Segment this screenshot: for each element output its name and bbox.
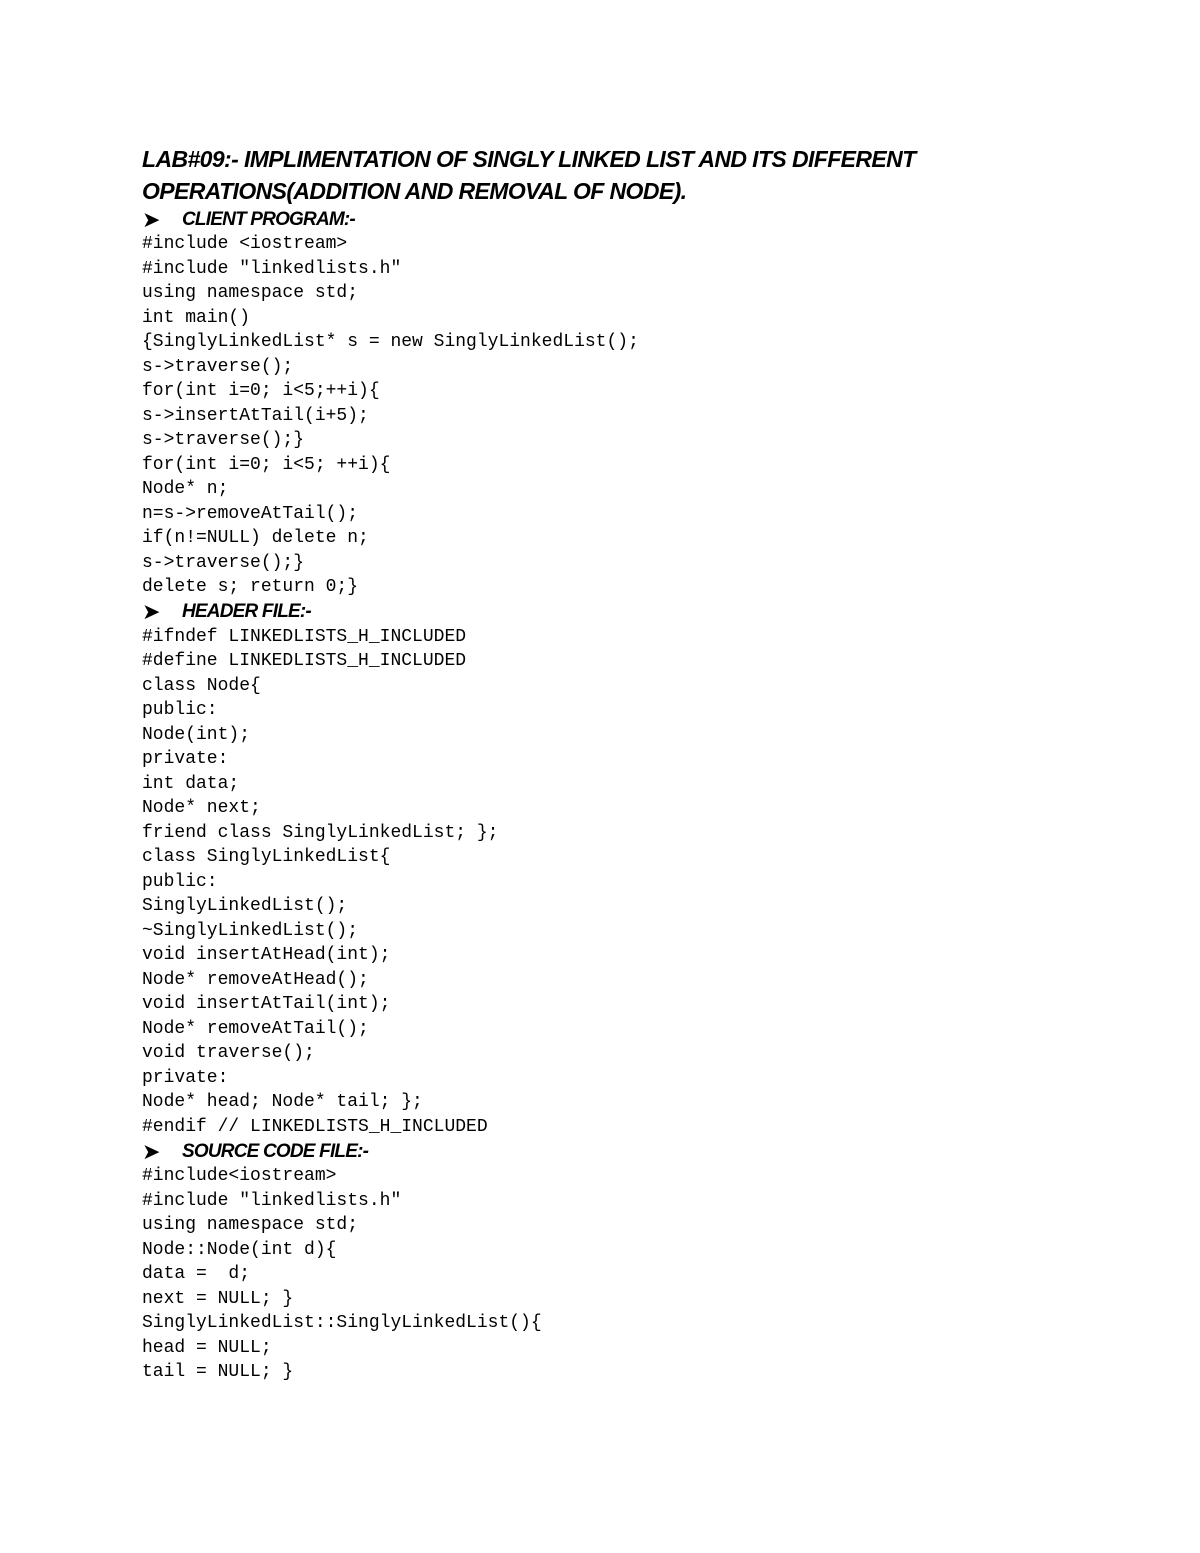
- code-line: tail = NULL; }: [142, 1362, 294, 1382]
- code-line: int data;: [142, 773, 240, 794]
- code-line: private:: [142, 1067, 229, 1088]
- code-line: #include <iostream>: [142, 234, 348, 254]
- code-line: Node* n;: [142, 479, 229, 499]
- code-line: using namespace std;: [142, 283, 359, 303]
- code-line: head = NULL;: [142, 1337, 272, 1358]
- code-sections: [142, 207, 1102, 1385]
- code-line: SinglyLinkedList::SinglyLinkedList(){: [142, 1313, 542, 1333]
- code-line: s->traverse();}: [142, 430, 305, 450]
- section-heading: [142, 600, 1102, 625]
- code-line: class Node{: [142, 675, 261, 696]
- code-line: Node(int);: [142, 724, 251, 745]
- code-line: using namespace std;: [142, 1215, 359, 1235]
- code-line: Node::Node(int d){: [142, 1239, 337, 1260]
- title-line-1: LAB#09:- IMPLIMENTATION OF SINGLY LINKED LIST AND ITS DIFFERENT: [142, 146, 916, 172]
- code-line: s->insertAtTail(i+5);: [142, 405, 369, 426]
- code-line: #define LINKEDLISTS_H_INCLUDED: [142, 651, 467, 671]
- code-line: Node* removeAtHead();: [142, 969, 369, 990]
- code-line: n=s->removeAtTail();: [142, 503, 359, 524]
- code-line: SinglyLinkedList();: [142, 896, 348, 916]
- code-line: #include<iostream>: [142, 1166, 337, 1186]
- section-heading-label: CLIENT PROGRAM:-: [182, 208, 355, 230]
- code-line: public:: [142, 700, 218, 720]
- code-line: if(n!=NULL) delete n;: [142, 528, 369, 548]
- code-line: ~SinglyLinkedList();: [142, 920, 359, 941]
- code-line: void traverse();: [142, 1043, 315, 1063]
- arrow-bullet-icon: ➤: [142, 1138, 160, 1164]
- document-page: [142, 143, 1102, 1385]
- code-line: #include "linkedlists.h": [142, 1190, 402, 1211]
- arrow-bullet-icon: ➤: [142, 206, 160, 232]
- code-line: #ifndef LINKEDLISTS_H_INCLUDED: [142, 626, 467, 647]
- code-line: #include "linkedlists.h": [142, 258, 402, 279]
- document-title: [142, 143, 1102, 207]
- arrow-bullet-icon: ➤: [142, 599, 160, 624]
- section-heading-label: HEADER FILE:-: [182, 601, 311, 622]
- code-line: s->traverse();}: [142, 552, 305, 573]
- code-line: class SinglyLinkedList{: [142, 847, 391, 867]
- code-line: int main(): [142, 307, 251, 328]
- code-line: void insertAtTail(int);: [142, 994, 391, 1014]
- code-line: data = d;: [142, 1264, 251, 1284]
- section-heading: [142, 207, 1102, 232]
- code-line: Node* next;: [142, 798, 261, 818]
- section-heading: [142, 1139, 1102, 1164]
- code-line: for(int i=0; i<5; ++i){: [142, 454, 391, 475]
- code-line: friend class SinglyLinkedList; };: [142, 822, 499, 843]
- title-line-2: OPERATIONS(ADDITION AND REMOVAL OF NODE).: [142, 178, 687, 204]
- code-line: for(int i=0; i<5;++i){: [142, 381, 380, 401]
- code-line: s->traverse();: [142, 356, 294, 377]
- code-line: Node* removeAtTail();: [142, 1018, 369, 1039]
- code-line: public:: [142, 871, 218, 892]
- code-line: private:: [142, 749, 229, 769]
- code-line: next = NULL; }: [142, 1288, 294, 1309]
- code-line: void insertAtHead(int);: [142, 945, 391, 965]
- code-line: {SinglyLinkedList* s = new SinglyLinkedList();: [142, 332, 639, 352]
- code-line: #endif // LINKEDLISTS_H_INCLUDED: [142, 1116, 488, 1137]
- code-line: delete s; return 0;}: [142, 577, 359, 597]
- section-heading-label: SOURCE CODE FILE:-: [182, 1140, 369, 1162]
- code-line: Node* head; Node* tail; };: [142, 1092, 423, 1112]
